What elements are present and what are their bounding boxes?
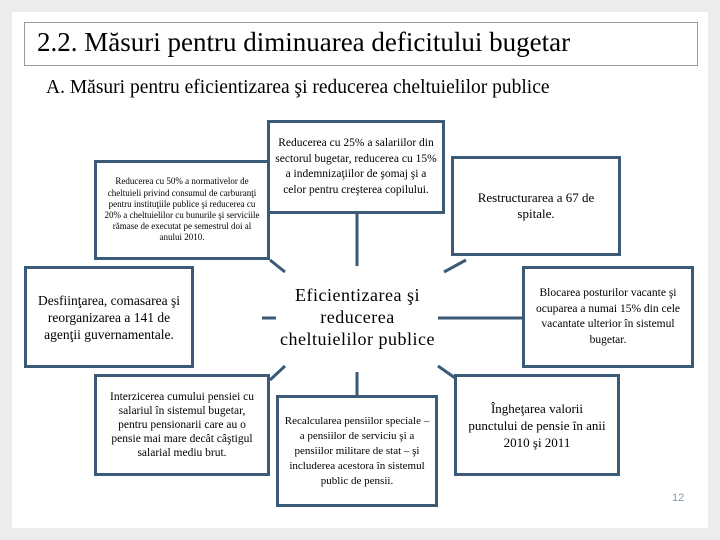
node-top-left: [94, 160, 270, 260]
slide-subtitle: A. Măsuri pentru eficientizarea şi reducerea cheltuielilor publice: [46, 77, 550, 98]
node-bottom-center: [276, 395, 438, 507]
node-mid-right-text: Blocarea posturilor vacante şi ocuparea a numai 15% din cele vacantate ulterior în sistemul bugetar.: [535, 287, 680, 346]
node-top-right: [451, 156, 621, 256]
node-top-left-text: Reducerea cu 50% a normativelor de cheltuieli privind consumul de carburanţi pentru instituţiile publice şi reducerea cu 20% a cheltuielilor cu bunurile şi serviciile rămase de executat pe semestrul doi al anului 2010.: [104, 176, 260, 243]
node-top-center: [267, 120, 445, 214]
node-mid-left-text: Desfiinţarea, comasarea şi reorganizarea a 141 de agenţii guvernamentale.: [37, 292, 181, 342]
center-label: Eficientizarea şi reducerea cheltuielilor publice: [280, 285, 435, 349]
slide-title: 2.2. Măsuri pentru diminuarea deficitului bugetar: [37, 27, 571, 57]
node-mid-right: [522, 266, 694, 368]
node-mid-left: [24, 266, 194, 368]
node-bottom-right: [454, 374, 620, 476]
node-bottom-left-text: Interzicerea cumului pensiei cu salariul în sistemul bugetar, pentru pensionarii care au o pensie mai mare decât câştigul salarial mediu brut.: [110, 391, 254, 459]
node-bottom-right-text: Îngheţarea valorii punctului de pensie în anii 2010 şi 2011: [468, 400, 606, 450]
page-number: 12: [672, 492, 685, 504]
node-bottom-left: [94, 374, 270, 476]
center-node: [275, 266, 440, 368]
node-top-center-text: Reducerea cu 25% a salariilor din sectorul bugetar, reducerea cu 15% a indemnizaţiilor de şomaj şi a celor pentru creşterea copilului.: [275, 137, 437, 196]
node-bottom-center-text: Recalcularea pensiilor speciale – a pensiilor de serviciu şi a pensiilor militare de stat – şi includerea acestora în sistemul public de pensii.: [284, 414, 430, 487]
node-top-right-text: Restructurarea a 67 de spitale.: [477, 190, 595, 221]
